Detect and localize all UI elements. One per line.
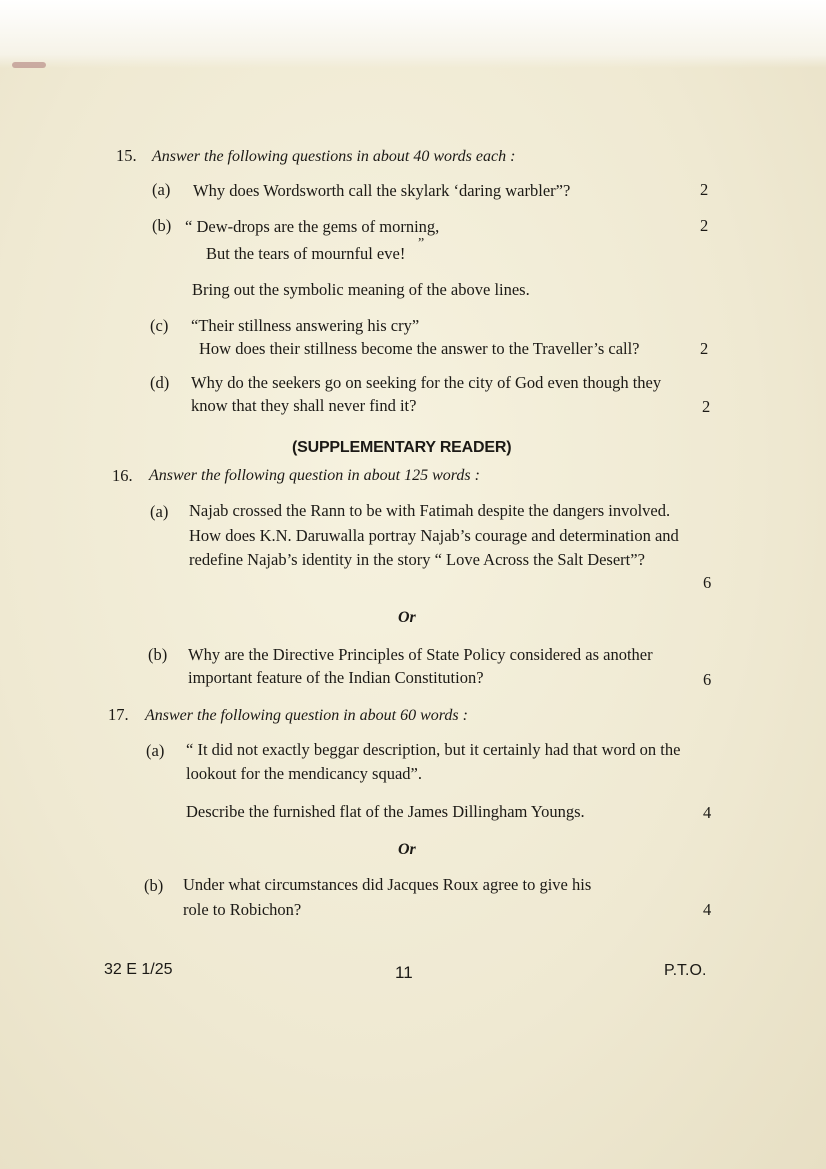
scan-mark: [12, 62, 46, 68]
q15b-line1: “ Dew-drops are the gems of morning,: [185, 217, 440, 236]
section-heading: (SUPPLEMENTARY READER): [292, 439, 512, 456]
q17-number: 17.: [108, 705, 129, 724]
q15d-label: (d): [150, 373, 170, 392]
q16-number: 16.: [112, 466, 133, 485]
q16-instruction: Answer the following question in about 125 words :: [149, 467, 480, 484]
q17a-line1: “ It did not exactly beggar description, but it certainly had that word on the: [186, 740, 681, 759]
q16a-label: (a): [150, 502, 169, 521]
q15b-line3: Bring out the symbolic meaning of the above lines.: [192, 280, 530, 299]
q16a-line3: redefine Najab’s identity in the story “ Love Across the Salt Desert”?: [189, 550, 645, 569]
q15b-label: (b): [152, 216, 172, 235]
q15c-marks: 2: [700, 339, 709, 358]
q16-or: Or: [398, 609, 416, 626]
q15d-line1: Why do the seekers go on seeking for the city of God even though they: [191, 373, 662, 392]
footer-paper-code: 32 E 1/25: [104, 961, 173, 978]
q16b-marks: 6: [703, 670, 712, 689]
q17-or: Or: [398, 841, 416, 858]
q17b-line1: Under what circumstances did Jacques Roux agree to give his: [183, 875, 592, 894]
q16a-line1: Najab crossed the Rann to be with Fatimah despite the dangers involved.: [189, 501, 671, 520]
q17a-line3: Describe the furnished flat of the James Dillingham Youngs.: [186, 802, 585, 821]
q17a-marks: 4: [703, 803, 712, 822]
q16b-line1: Why are the Directive Principles of State Policy considered as another: [188, 645, 653, 664]
q17b-label: (b): [144, 876, 164, 895]
q15a-marks: 2: [700, 180, 709, 199]
q16b-label: (b): [148, 645, 168, 664]
q17a-line2: lookout for the mendicancy squad”.: [186, 764, 422, 783]
q17-instruction: Answer the following question in about 60 words :: [145, 707, 468, 724]
q15b-quote-mark: ”: [418, 236, 425, 251]
q15d-marks: 2: [702, 397, 711, 416]
footer-page-number: 11: [395, 963, 413, 982]
q17b-line2: role to Robichon?: [183, 900, 302, 919]
q15c-label: (c): [150, 316, 169, 335]
q15b-marks: 2: [700, 216, 709, 235]
q17b-marks: 4: [703, 900, 712, 919]
scan-top-edge: [0, 0, 826, 68]
q15c-line1: “Their stillness answering his cry”: [191, 316, 420, 335]
q15c-line2: How does their stillness become the answer to the Traveller’s call?: [199, 339, 640, 358]
q15b-line2: But the tears of mournful eve!: [206, 244, 406, 263]
q15-instruction: Answer the following questions in about 40 words each :: [152, 148, 516, 165]
q16a-line2: How does K.N. Daruwalla portray Najab’s courage and determination and: [189, 526, 679, 545]
q16a-marks: 6: [703, 573, 712, 592]
footer-pto: P.T.O.: [664, 962, 707, 979]
q15d-line2: know that they shall never find it?: [191, 396, 417, 415]
q15a-text: Why does Wordsworth call the skylark ‘daring warbler”?: [193, 181, 571, 200]
q16b-line2: important feature of the Indian Constitution?: [188, 668, 484, 687]
q17a-label: (a): [146, 741, 165, 760]
q15a-label: (a): [152, 180, 171, 199]
q15-number: 15.: [116, 146, 137, 165]
